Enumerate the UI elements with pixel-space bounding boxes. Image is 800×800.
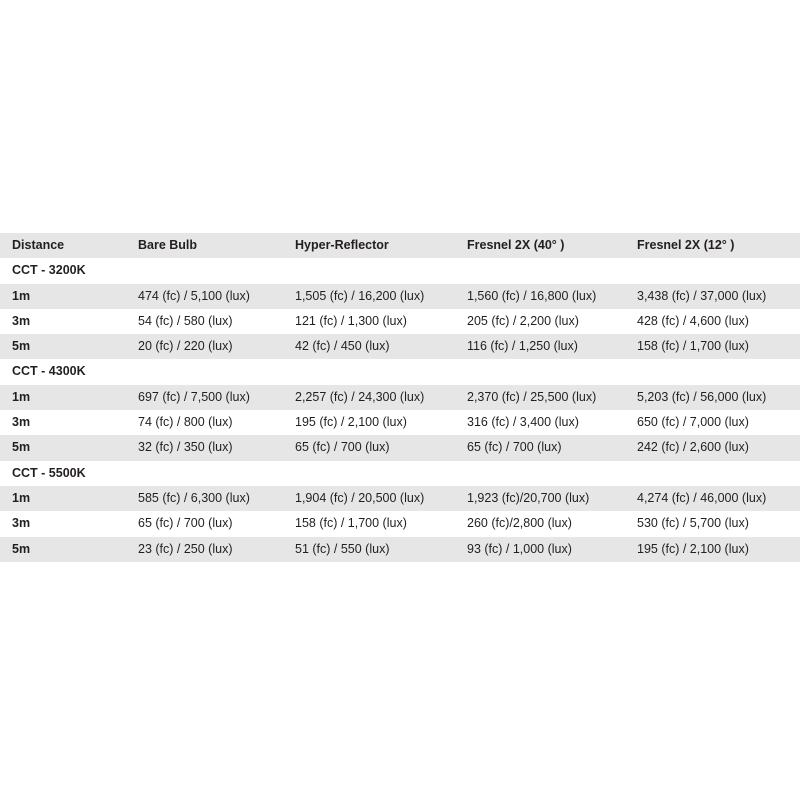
distance-cell: 1m (12, 490, 31, 505)
fresnel-40-cell: 1,923 (fc)/20,700 (lux) (467, 490, 590, 505)
section-label: CCT - 5500K (12, 465, 86, 480)
fresnel-40-cell: 316 (fc) / 3,400 (lux) (467, 415, 579, 430)
hyper-reflector-cell: 158 (fc) / 1,700 (lux) (295, 516, 407, 531)
distance-cell: 5m (12, 541, 31, 556)
hyper-reflector-cell: 65 (fc) / 700 (lux) (295, 440, 390, 455)
fresnel-40-cell: 65 (fc) / 700 (lux) (467, 440, 562, 455)
bare-bulb-cell: 697 (fc) / 7,500 (lux) (138, 389, 250, 404)
fresnel-12-cell: 242 (fc) / 2,600 (lux) (637, 440, 749, 455)
header-bare-bulb: Bare Bulb (138, 238, 198, 252)
section-label: CCT - 4300K (12, 364, 86, 379)
hyper-reflector-cell: 42 (fc) / 450 (lux) (295, 339, 390, 354)
fresnel-12-cell: 650 (fc) / 7,000 (lux) (637, 415, 749, 430)
distance-cell: 5m (12, 440, 31, 455)
header-hyper-reflector: Hyper-Reflector (295, 238, 389, 252)
hyper-reflector-cell: 1,505 (fc) / 16,200 (lux) (295, 288, 425, 303)
header-fresnel-40: Fresnel 2X (40° ) (467, 238, 565, 252)
distance-cell: 5m (12, 339, 31, 354)
fresnel-40-cell: 1,560 (fc) / 16,800 (lux) (467, 288, 597, 303)
bare-bulb-cell: 20 (fc) / 220 (lux) (138, 339, 233, 354)
fresnel-12-cell: 530 (fc) / 5,700 (lux) (637, 516, 749, 531)
fresnel-12-cell: 5,203 (fc) / 56,000 (lux) (637, 389, 767, 404)
illuminance-table (0, 233, 800, 562)
header-fresnel-12: Fresnel 2X (12° ) (637, 238, 735, 252)
fresnel-12-cell: 195 (fc) / 2,100 (lux) (637, 541, 749, 556)
table-row (0, 486, 800, 511)
hyper-reflector-cell: 2,257 (fc) / 24,300 (lux) (295, 389, 425, 404)
section-row-4300k (0, 359, 800, 384)
fresnel-40-cell: 116 (fc) / 1,250 (lux) (467, 339, 578, 354)
table-row (0, 435, 800, 460)
bare-bulb-cell: 474 (fc) / 5,100 (lux) (138, 288, 250, 303)
bare-bulb-cell: 23 (fc) / 250 (lux) (138, 541, 233, 556)
fresnel-12-cell: 4,274 (fc) / 46,000 (lux) (637, 490, 767, 505)
distance-cell: 3m (12, 313, 31, 328)
bare-bulb-cell: 585 (fc) / 6,300 (lux) (138, 490, 250, 505)
distance-cell: 1m (12, 288, 31, 303)
section-row-5500k (0, 461, 800, 486)
table-row (0, 334, 800, 359)
section-label: CCT - 3200K (12, 263, 86, 278)
fresnel-40-cell: 93 (fc) / 1,000 (lux) (467, 541, 572, 556)
header-distance: Distance (12, 238, 65, 252)
fresnel-12-cell: 158 (fc) / 1,700 (lux) (637, 339, 749, 354)
hyper-reflector-cell: 195 (fc) / 2,100 (lux) (295, 415, 407, 430)
table-row (0, 385, 800, 410)
distance-cell: 1m (12, 389, 31, 404)
section-row-3200k (0, 258, 800, 283)
table-row (0, 284, 800, 309)
bare-bulb-cell: 54 (fc) / 580 (lux) (138, 313, 233, 328)
fresnel-40-cell: 260 (fc)/2,800 (lux) (467, 516, 572, 531)
table-row (0, 537, 800, 562)
fresnel-12-cell: 3,438 (fc) / 37,000 (lux) (637, 288, 767, 303)
distance-cell: 3m (12, 516, 31, 531)
bare-bulb-cell: 65 (fc) / 700 (lux) (138, 516, 233, 531)
fresnel-40-cell: 2,370 (fc) / 25,500 (lux) (467, 389, 597, 404)
table-row (0, 309, 800, 334)
bare-bulb-cell: 32 (fc) / 350 (lux) (138, 440, 233, 455)
hyper-reflector-cell: 51 (fc) / 550 (lux) (295, 541, 390, 556)
fresnel-12-cell: 428 (fc) / 4,600 (lux) (637, 313, 749, 328)
table-header-row (0, 233, 800, 258)
fresnel-40-cell: 205 (fc) / 2,200 (lux) (467, 313, 579, 328)
hyper-reflector-cell: 1,904 (fc) / 20,500 (lux) (295, 490, 425, 505)
table-row (0, 410, 800, 435)
table-row (0, 511, 800, 536)
distance-cell: 3m (12, 415, 31, 430)
bare-bulb-cell: 74 (fc) / 800 (lux) (138, 415, 233, 430)
hyper-reflector-cell: 121 (fc) / 1,300 (lux) (295, 313, 407, 328)
